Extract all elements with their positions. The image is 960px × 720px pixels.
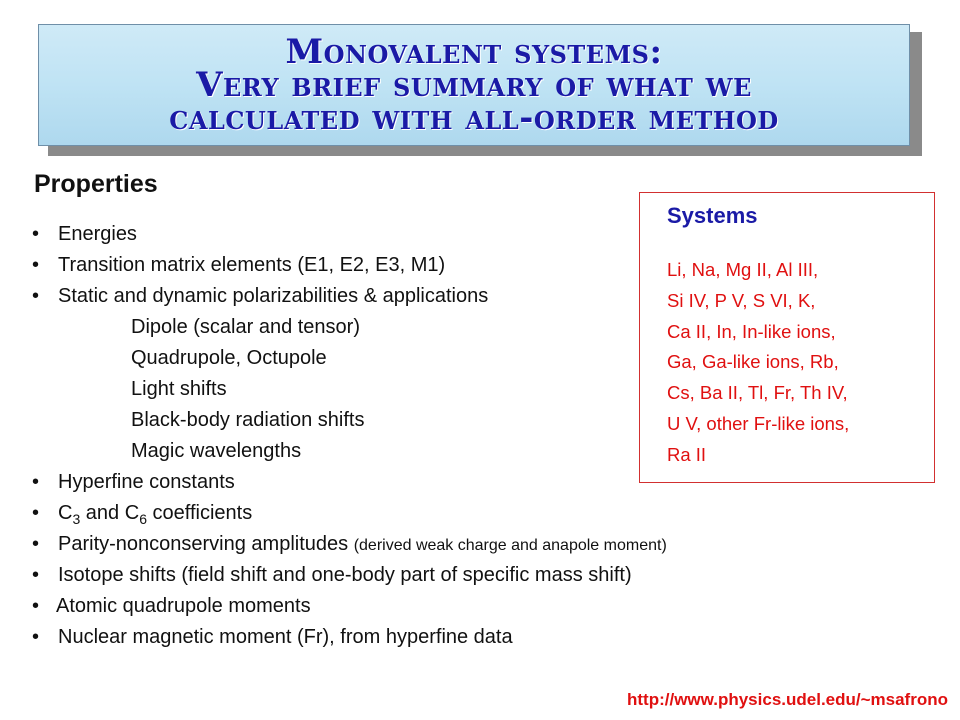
sub-item-magic-wavelengths: Magic wavelengths [131, 440, 302, 462]
bullet: • [32, 471, 40, 493]
item-text: Isotope shifts (field shift and one-body part of specific mass shift) [58, 564, 632, 586]
list-item-transition-matrix [32, 250, 667, 281]
subscript-3: 3 [72, 511, 81, 527]
subscript-6: 6 [139, 511, 147, 527]
list-item-pnc [32, 529, 667, 560]
sub-item-quadrupole: Quadrupole, Octupole [131, 347, 327, 369]
title-line-3: calculated with all-order method [169, 97, 779, 138]
sub-item-bbr-shifts: Black-body radiation shifts [131, 409, 365, 431]
title-banner [38, 24, 910, 146]
bullet: • [32, 533, 40, 555]
item-note: (derived weak charge and anapole moment) [353, 537, 667, 554]
item-text: coefficients [146, 502, 253, 524]
bullet: • [32, 595, 40, 617]
sub-item-dipole: Dipole (scalar and tensor) [131, 316, 360, 338]
systems-line: Ra II [667, 443, 707, 465]
systems-heading: Systems [667, 203, 758, 228]
systems-line: Ga, Ga-like ions, Rb, [667, 351, 839, 373]
list-item-energies [32, 219, 667, 250]
properties-list [32, 219, 667, 653]
item-text: Transition matrix elements (E1, E2, E3, M1) [58, 254, 446, 276]
item-text: Hyperfine constants [58, 471, 235, 493]
item-text: C [58, 502, 73, 524]
item-text: Parity-nonconserving amplitudes [58, 533, 354, 555]
bullet: • [32, 223, 40, 245]
item-text: Nuclear magnetic moment (Fr), from hyperfine data [58, 626, 513, 648]
bullet: • [32, 502, 40, 524]
systems-box [639, 192, 935, 483]
item-text: Atomic quadrupole moments [56, 595, 311, 617]
systems-line: Li, Na, Mg II, Al III, [667, 259, 819, 280]
systems-line: Ca II, In, In-like ions, [667, 320, 836, 342]
item-text: Static and dynamic polarizabilities & applications [58, 285, 489, 307]
list-item-nuclear-moment [32, 622, 667, 653]
bullet: • [32, 285, 40, 307]
bullet: • [32, 626, 40, 648]
properties-heading: Properties [34, 170, 158, 198]
sub-item-light-shifts: Light shifts [131, 378, 227, 400]
list-item-quadrupole-moments [32, 591, 667, 622]
item-text: and C [80, 502, 140, 524]
systems-list [667, 255, 849, 471]
systems-line: Cs, Ba II, Tl, Fr, Th IV, [667, 382, 848, 404]
title-line-2: Very brief summary of what we [196, 64, 752, 105]
list-item-hyperfine [32, 467, 667, 498]
list-item-isotope-shifts [32, 560, 667, 591]
footer-url: http://www.physics.udel.edu/~msafrono [627, 690, 948, 709]
systems-line: Si IV, P V, S VI, K, [667, 289, 816, 311]
list-item-polarizabilities [32, 281, 667, 312]
item-text: Energies [58, 223, 137, 245]
bullet: • [32, 564, 40, 586]
systems-line: U V, other Fr-like ions, [667, 412, 850, 434]
title-line-1: Monovalent systems: [285, 31, 663, 72]
list-item-c3-c6 [32, 498, 667, 529]
bullet: • [32, 254, 40, 276]
